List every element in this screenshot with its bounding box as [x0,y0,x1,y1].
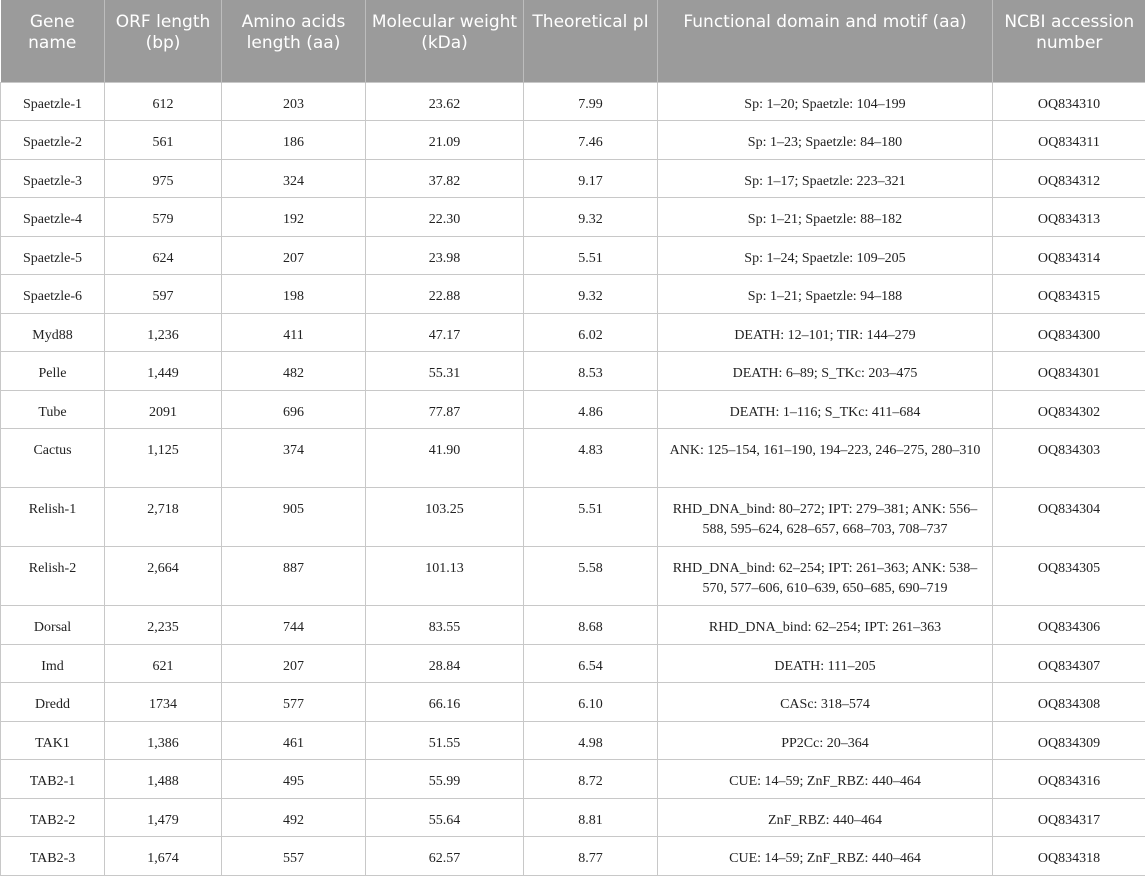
table-row [1,547,1145,606]
orf-length-cell: 612 [105,82,222,121]
ncbi-accession-cell: OQ834305 [993,547,1145,606]
ncbi-accession-cell: OQ834313 [993,198,1145,237]
molecular-weight-cell: 103.25 [366,488,524,547]
orf-length-cell: 624 [105,236,222,275]
orf-length-cell: 579 [105,198,222,237]
molecular-weight-cell: 41.90 [366,429,524,488]
amino-acids-length-cell: 374 [222,429,366,488]
functional-domain-cell: CASc: 318–574 [658,683,993,722]
theoretical-pi-cell: 7.99 [524,82,658,121]
functional-domain-cell: Sp: 1–23; Spaetzle: 84–180 [658,121,993,160]
theoretical-pi-cell: 6.02 [524,313,658,352]
gene-name-cell: Relish-1 [1,488,105,547]
table-row [1,488,1145,547]
header-amino-acids-length: Amino acids length (aa) [222,0,366,82]
ncbi-accession-cell: OQ834303 [993,429,1145,488]
molecular-weight-cell: 47.17 [366,313,524,352]
gene-name-cell: Dorsal [1,606,105,645]
gene-name-cell: Spaetzle-2 [1,121,105,160]
table-row [1,121,1145,160]
header-ncbi-accession: NCBI accession number [993,0,1145,82]
table-row [1,313,1145,352]
theoretical-pi-cell: 8.77 [524,837,658,876]
functional-domain-cell: ANK: 125–154, 161–190, 194–223, 246–275, 280–310 [658,429,993,488]
table-row [1,798,1145,837]
gene-name-cell: Dredd [1,683,105,722]
gene-name-cell: TAB2-2 [1,798,105,837]
ncbi-accession-cell: OQ834307 [993,644,1145,683]
theoretical-pi-cell: 8.81 [524,798,658,837]
gene-name-cell: Imd [1,644,105,683]
orf-length-cell: 2,664 [105,547,222,606]
ncbi-accession-cell: OQ834312 [993,159,1145,198]
header-gene-name: Gene name [1,0,105,82]
table-row [1,275,1145,314]
table-row [1,606,1145,645]
ncbi-accession-cell: OQ834311 [993,121,1145,160]
gene-name-cell: Myd88 [1,313,105,352]
functional-domain-cell: CUE: 14–59; ZnF_RBZ: 440–464 [658,837,993,876]
amino-acids-length-cell: 186 [222,121,366,160]
header-orf-length: ORF length (bp) [105,0,222,82]
table-body [1,82,1145,875]
gene-name-cell: TAK1 [1,721,105,760]
table-row [1,236,1145,275]
table-row [1,837,1145,876]
gene-name-cell: Cactus [1,429,105,488]
orf-length-cell: 597 [105,275,222,314]
gene-name-cell: Spaetzle-6 [1,275,105,314]
table-row [1,159,1145,198]
theoretical-pi-cell: 9.17 [524,159,658,198]
table-row [1,760,1145,799]
theoretical-pi-cell: 9.32 [524,198,658,237]
molecular-weight-cell: 51.55 [366,721,524,760]
functional-domain-cell: PP2Cc: 20–364 [658,721,993,760]
molecular-weight-cell: 55.31 [366,352,524,391]
amino-acids-length-cell: 696 [222,390,366,429]
molecular-weight-cell: 62.57 [366,837,524,876]
amino-acids-length-cell: 482 [222,352,366,391]
orf-length-cell: 2,235 [105,606,222,645]
header-row [1,0,1145,82]
theoretical-pi-cell: 9.32 [524,275,658,314]
amino-acids-length-cell: 207 [222,236,366,275]
ncbi-accession-cell: OQ834317 [993,798,1145,837]
amino-acids-length-cell: 577 [222,683,366,722]
ncbi-accession-cell: OQ834306 [993,606,1145,645]
functional-domain-cell: DEATH: 111–205 [658,644,993,683]
amino-acids-length-cell: 207 [222,644,366,683]
orf-length-cell: 1,479 [105,798,222,837]
amino-acids-length-cell: 495 [222,760,366,799]
orf-length-cell: 1,386 [105,721,222,760]
molecular-weight-cell: 23.98 [366,236,524,275]
molecular-weight-cell: 101.13 [366,547,524,606]
theoretical-pi-cell: 7.46 [524,121,658,160]
ncbi-accession-cell: OQ834309 [993,721,1145,760]
functional-domain-cell: RHD_DNA_bind: 62–254; IPT: 261–363 [658,606,993,645]
theoretical-pi-cell: 4.98 [524,721,658,760]
orf-length-cell: 975 [105,159,222,198]
theoretical-pi-cell: 5.51 [524,236,658,275]
header-molecular-weight: Molecular weight (kDa) [366,0,524,82]
theoretical-pi-cell: 5.51 [524,488,658,547]
amino-acids-length-cell: 887 [222,547,366,606]
header-functional-domain: Functional domain and motif (aa) [658,0,993,82]
table-row [1,82,1145,121]
theoretical-pi-cell: 5.58 [524,547,658,606]
gene-name-cell: Pelle [1,352,105,391]
amino-acids-length-cell: 198 [222,275,366,314]
theoretical-pi-cell: 6.10 [524,683,658,722]
functional-domain-cell: CUE: 14–59; ZnF_RBZ: 440–464 [658,760,993,799]
functional-domain-cell: Sp: 1–17; Spaetzle: 223–321 [658,159,993,198]
amino-acids-length-cell: 557 [222,837,366,876]
gene-name-cell: Spaetzle-3 [1,159,105,198]
theoretical-pi-cell: 4.86 [524,390,658,429]
molecular-weight-cell: 55.99 [366,760,524,799]
gene-name-cell: TAB2-3 [1,837,105,876]
amino-acids-length-cell: 324 [222,159,366,198]
gene-name-cell: Spaetzle-4 [1,198,105,237]
table-row [1,429,1145,488]
gene-name-cell: TAB2-1 [1,760,105,799]
orf-length-cell: 1734 [105,683,222,722]
molecular-weight-cell: 66.16 [366,683,524,722]
orf-length-cell: 1,125 [105,429,222,488]
functional-domain-cell: Sp: 1–21; Spaetzle: 88–182 [658,198,993,237]
ncbi-accession-cell: OQ834316 [993,760,1145,799]
orf-length-cell: 1,674 [105,837,222,876]
amino-acids-length-cell: 744 [222,606,366,645]
functional-domain-cell: ZnF_RBZ: 440–464 [658,798,993,837]
ncbi-accession-cell: OQ834301 [993,352,1145,391]
gene-name-cell: Spaetzle-5 [1,236,105,275]
amino-acids-length-cell: 492 [222,798,366,837]
table-row [1,198,1145,237]
amino-acids-length-cell: 461 [222,721,366,760]
functional-domain-cell: Sp: 1–20; Spaetzle: 104–199 [658,82,993,121]
functional-domain-cell: Sp: 1–21; Spaetzle: 94–188 [658,275,993,314]
molecular-weight-cell: 28.84 [366,644,524,683]
ncbi-accession-cell: OQ834310 [993,82,1145,121]
ncbi-accession-cell: OQ834308 [993,683,1145,722]
amino-acids-length-cell: 192 [222,198,366,237]
orf-length-cell: 2091 [105,390,222,429]
molecular-weight-cell: 77.87 [366,390,524,429]
functional-domain-cell: DEATH: 12–101; TIR: 144–279 [658,313,993,352]
functional-domain-cell: RHD_DNA_bind: 80–272; IPT: 279–381; ANK: 556–588, 595–624, 628–657, 668–703, 708–737 [658,488,993,547]
molecular-weight-cell: 23.62 [366,82,524,121]
gene-name-cell: Relish-2 [1,547,105,606]
orf-length-cell: 561 [105,121,222,160]
molecular-weight-cell: 22.30 [366,198,524,237]
orf-length-cell: 621 [105,644,222,683]
molecular-weight-cell: 83.55 [366,606,524,645]
gene-name-cell: Tube [1,390,105,429]
amino-acids-length-cell: 905 [222,488,366,547]
ncbi-accession-cell: OQ834315 [993,275,1145,314]
theoretical-pi-cell: 4.83 [524,429,658,488]
header-theoretical-pi: Theoretical pI [524,0,658,82]
molecular-weight-cell: 22.88 [366,275,524,314]
ncbi-accession-cell: OQ834302 [993,390,1145,429]
theoretical-pi-cell: 8.68 [524,606,658,645]
molecular-weight-cell: 55.64 [366,798,524,837]
functional-domain-cell: Sp: 1–24; Spaetzle: 109–205 [658,236,993,275]
table-row [1,683,1145,722]
amino-acids-length-cell: 411 [222,313,366,352]
gene-name-cell: Spaetzle-1 [1,82,105,121]
ncbi-accession-cell: OQ834300 [993,313,1145,352]
molecular-weight-cell: 37.82 [366,159,524,198]
table-row [1,352,1145,391]
molecular-weight-cell: 21.09 [366,121,524,160]
theoretical-pi-cell: 8.53 [524,352,658,391]
orf-length-cell: 1,449 [105,352,222,391]
theoretical-pi-cell: 6.54 [524,644,658,683]
functional-domain-cell: DEATH: 6–89; S_TKc: 203–475 [658,352,993,391]
amino-acids-length-cell: 203 [222,82,366,121]
theoretical-pi-cell: 8.72 [524,760,658,799]
ncbi-accession-cell: OQ834314 [993,236,1145,275]
orf-length-cell: 1,236 [105,313,222,352]
ncbi-accession-cell: OQ834304 [993,488,1145,547]
table-row [1,390,1145,429]
orf-length-cell: 1,488 [105,760,222,799]
orf-length-cell: 2,718 [105,488,222,547]
ncbi-accession-cell: OQ834318 [993,837,1145,876]
functional-domain-cell: DEATH: 1–116; S_TKc: 411–684 [658,390,993,429]
table-row [1,721,1145,760]
table-row [1,644,1145,683]
functional-domain-cell: RHD_DNA_bind: 62–254; IPT: 261–363; ANK: 538–570, 577–606, 610–639, 650–685, 690–719 [658,547,993,606]
